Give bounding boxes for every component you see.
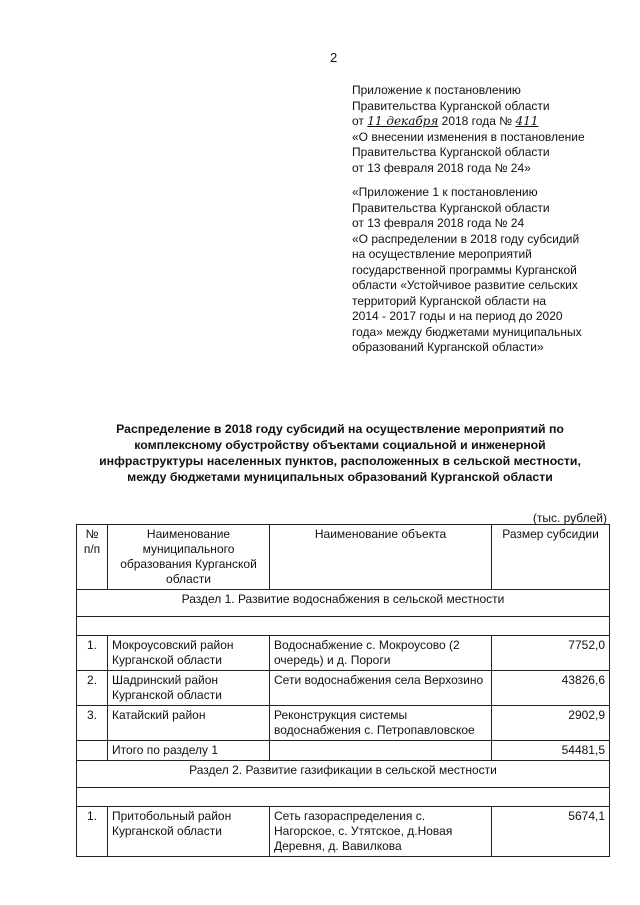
- spacer-row: [77, 788, 610, 807]
- row-municipality: Притобольный район Курганской области: [108, 807, 270, 857]
- appendix-line: от 13 февраля 2018 года № 24»: [352, 160, 531, 175]
- appendix-quote-line: от 13 февраля 2018 года № 24: [352, 216, 525, 230]
- row-num: 3.: [77, 706, 108, 741]
- appendix-quote-line: Правительства Курганской области: [352, 200, 550, 215]
- section2-title: Раздел 2. Развитие газификации в сельской местности: [77, 761, 610, 788]
- appendix-quote-line: 2014 - 2017 годы и на период до 2020: [352, 309, 563, 323]
- handwritten-date: 11 декабря: [367, 114, 439, 128]
- section-row: [77, 590, 610, 617]
- table-row: [77, 706, 610, 741]
- title-line: между бюджетами муниципальных образований Курганской области: [127, 470, 553, 484]
- appendix-quote-line: территорий Курганской области на: [352, 293, 547, 308]
- total-amount: 54481,5: [492, 741, 610, 761]
- appendix-main: [352, 83, 627, 176]
- row-object: Сети водоснабжения села Верхозино: [270, 671, 492, 706]
- row-municipality: Шадринский район Курганской области: [108, 671, 270, 706]
- header-object: Наименование объекта: [270, 525, 492, 590]
- section-row: [77, 761, 610, 788]
- row-object: Сеть газораспределения с. Нагорское, с. Утятское, д.Новая Деревня, д. Вавилкова: [270, 807, 492, 857]
- header-num: № п/п: [77, 525, 108, 590]
- title-line: инфраструктуры населенных пунктов, расположенных в сельской местности,: [99, 454, 581, 468]
- appendix-line: Правительства Курганской области: [352, 98, 550, 113]
- appendix-line: «О внесении изменения в постановление: [352, 129, 585, 144]
- appendix-quote-line: «Приложение 1 к постановлению: [352, 185, 538, 199]
- row-municipality: Мокроусовский район Курганской области: [108, 636, 270, 671]
- table-row: [77, 636, 610, 671]
- table-row: [77, 807, 610, 857]
- row-num: 1.: [77, 636, 108, 671]
- row-amount: 5674,1: [492, 807, 610, 857]
- appendix-quote-line: области «Устойчивое развитие сельских: [352, 278, 578, 292]
- row-amount: 43826,6: [492, 671, 610, 706]
- appendix-quote-line: образований Курганской области»: [352, 340, 544, 354]
- appendix-quote-line: года» между бюджетами муниципальных: [352, 324, 582, 339]
- title-line: комплексному обустройству объектами социальной и инженерной: [134, 438, 546, 452]
- spacer-row: [77, 617, 610, 636]
- table-row: [77, 671, 610, 706]
- subsidy-table: [76, 524, 610, 857]
- row-amount: 7752,0: [492, 636, 610, 671]
- appendix-line: Правительства Курганской области: [352, 145, 550, 159]
- row-object: Реконструкция системы водоснабжения с. Петропавловское: [270, 706, 492, 741]
- row-municipality: Катайский район: [108, 706, 270, 741]
- appendix-line: Приложение к постановлению: [352, 83, 521, 97]
- row-object: Водоснабжение с. Мокроусово (2 очередь) и д. Пороги: [270, 636, 492, 671]
- header-amount: Размер субсидии: [492, 525, 610, 590]
- row-num: 2.: [77, 671, 108, 706]
- total-label: Итого по разделу 1: [108, 741, 270, 761]
- table-header-row: [77, 525, 610, 590]
- row-amount: 2902,9: [492, 706, 610, 741]
- title-line: Распределение в 2018 году субсидий на осуществление мероприятий по: [116, 422, 564, 436]
- document-title: [70, 421, 610, 485]
- header-municipality: Наименование муниципального образования Курганской области: [108, 525, 270, 590]
- appendix-date-line: [352, 114, 627, 130]
- unit-note: (тыс. рублей): [532, 511, 607, 525]
- appendix-quote-line: государственной программы Курганской: [352, 262, 577, 277]
- appendix-quote-line: на осуществление мероприятий: [352, 247, 532, 261]
- appendix-quote: [352, 185, 627, 356]
- appendix-year: 2018 года №: [441, 114, 513, 128]
- appendix-quote-line: «О распределении в 2018 году субсидий: [352, 231, 580, 246]
- handwritten-number: 411: [515, 114, 539, 128]
- page-number: 2: [330, 50, 338, 65]
- row-num: 1.: [77, 807, 108, 857]
- total-row: [77, 741, 610, 761]
- section1-title: Раздел 1. Развитие водоснабжения в сельской местности: [77, 590, 610, 617]
- appendix-from: от: [352, 114, 364, 128]
